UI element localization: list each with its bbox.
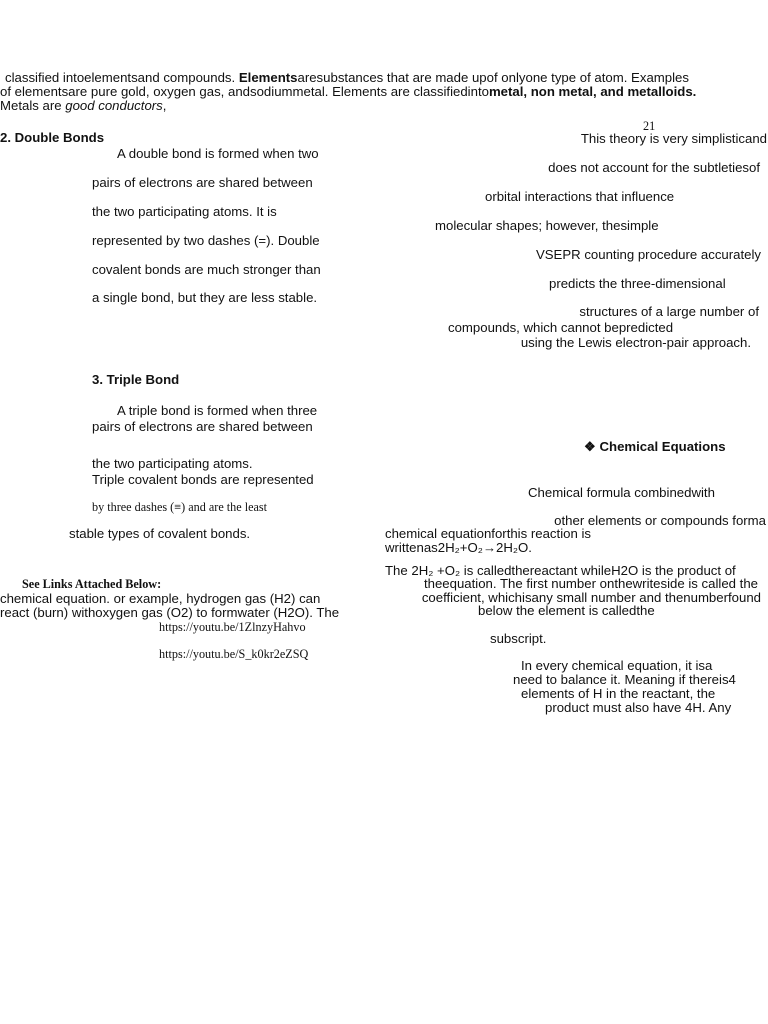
double-bonds-line: a single bond, but they are less stable. [92, 290, 318, 305]
intro-line-2 [0, 85, 696, 99]
triple-bond-line: A triple bond is formed when three [117, 403, 318, 418]
double-bonds-heading: 2. Double Bonds [0, 130, 105, 145]
vsepr-line: does not account for the subtletiesof [548, 160, 760, 175]
intro-text: aresubstances that are made upof onlyone type of atom. Examples [297, 70, 689, 85]
vsepr-line: VSEPR counting procedure accurately [535, 247, 761, 262]
vsepr-line: molecular shapes; however, thesimple [435, 218, 659, 233]
intro-bold-elements: Elements [238, 70, 298, 85]
links-text-line: chemical equation. or example, hydrogen gas (H2) can [0, 591, 321, 606]
youtube-link-1[interactable]: https://youtu.be/1ZlnzyHahvo [159, 620, 306, 634]
page-number: 21 [643, 119, 656, 133]
equations-line: theequation. The first number onthewriteside is called the [423, 576, 758, 591]
double-bonds-line: A double bond is formed when two [117, 146, 319, 161]
equations-line: chemical equationforthis reaction is [385, 526, 591, 541]
double-bonds-line: represented by two dashes (=). Double [92, 233, 320, 248]
equations-line: The 2H₂ +O₂ is calledthereactant whileH2O is the product of [385, 563, 736, 578]
vsepr-line: predicts the three-dimensional [549, 276, 726, 291]
triple-bond-line: Triple covalent bonds are represented [92, 472, 314, 487]
vsepr-line: orbital interactions that influence [485, 189, 675, 204]
intro-text: , [162, 98, 167, 113]
intro-bold-classes: metal, non metal, and metalloids. [488, 84, 697, 99]
chemical-equations-heading-text: Chemical Equations [599, 439, 726, 454]
equations-line: product must also have 4H. Any [545, 700, 732, 715]
vsepr-line: using the Lewis electron-pair approach. [520, 335, 751, 350]
intro-text: Metals are [0, 98, 62, 113]
equations-line: coefficient, whichisany small number and thenumberfound [421, 590, 761, 605]
equations-line: subscript. [490, 631, 547, 646]
equations-line: below the element is calledthe [478, 603, 655, 618]
chemical-equations-heading [584, 440, 726, 454]
vsepr-line: structures of a large number of [579, 304, 759, 319]
double-bonds-line: covalent bonds are much stronger than [92, 262, 321, 277]
equations-line: Chemical formula combinedwith [528, 485, 715, 500]
equations-line: need to balance it. Meaning if thereis4 [513, 672, 736, 687]
triple-bond-line: pairs of electrons are shared between [92, 419, 313, 434]
equations-line: other elements or compounds forma [554, 513, 766, 528]
youtube-link-2[interactable]: https://youtu.be/S_k0kr2eZSQ [159, 647, 309, 661]
equations-line: In every chemical equation, it isa [521, 658, 713, 673]
intro-text: classified intoelementsand compounds. [5, 70, 236, 85]
double-bonds-line: the two participating atoms. It is [92, 204, 277, 219]
intro-italic: good conductors [65, 98, 163, 113]
vsepr-line: compounds, which cannot bepredicted [448, 320, 674, 335]
equations-line: writtenas2H₂+O₂→2H₂O. [385, 540, 532, 555]
links-heading: See Links Attached Below: [22, 577, 162, 591]
diamond-bullet-icon: ❖ [584, 439, 596, 454]
intro-line-3 [0, 99, 166, 113]
links-text-line: react (burn) withoxygen gas (O2) to formwater (H2O). The [0, 605, 340, 620]
equations-line: elements of H in the reactant, the [521, 686, 716, 701]
intro-text: of elementsare pure gold, oxygen gas, andsodiummetal. Elements are classifiedinto [0, 84, 489, 99]
triple-bond-heading: 3. Triple Bond [92, 372, 180, 387]
triple-bond-line: by three dashes (≡) and are the least [92, 500, 268, 514]
triple-bond-line: stable types of covalent bonds. [69, 526, 251, 541]
double-bonds-line: pairs of electrons are shared between [92, 175, 313, 190]
vsepr-line: This theory is very simplisticand [580, 131, 767, 146]
triple-bond-line: the two participating atoms. [92, 456, 253, 471]
intro-line-1 [5, 71, 689, 85]
